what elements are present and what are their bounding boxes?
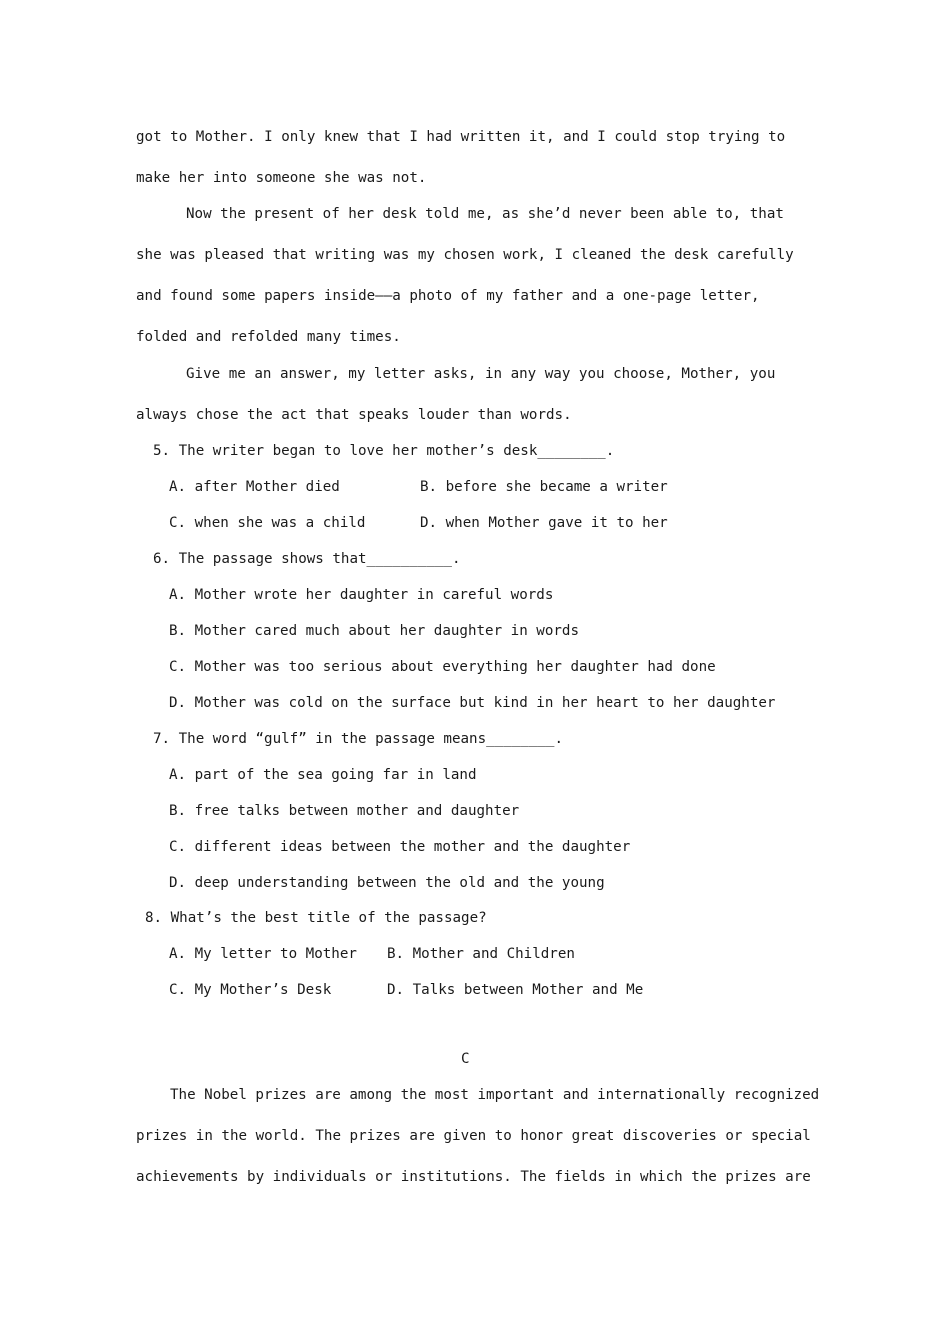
question-8-stem: 8. What’s the best title of the passage? — [145, 910, 487, 926]
passage-line: The Nobel prizes are among the most important and internationally recognized — [170, 1087, 820, 1103]
passage-line: prizes in the world. The prizes are given to honor great discoveries or special — [136, 1128, 811, 1144]
question-7-option-d: D. deep understanding between the old and the young — [169, 875, 605, 891]
question-5-option-a: A. after Mother died — [169, 479, 340, 495]
question-7-option-a: A. part of the sea going far in land — [169, 767, 477, 783]
passage-line: achievements by individuals or institutions. The fields in which the prizes are — [136, 1169, 811, 1185]
question-5-stem: 5. The writer began to love her mother’s desk________. — [153, 443, 615, 459]
question-6-option-a: A. Mother wrote her daughter in careful words — [169, 587, 554, 603]
question-7-option-b: B. free talks between mother and daughter — [169, 803, 520, 819]
question-7-option-c: C. different ideas between the mother and the daughter — [169, 839, 631, 855]
question-5-option-c: C. when she was a child — [169, 515, 366, 531]
question-6-option-c: C. Mother was too serious about everything her daughter had done — [169, 659, 716, 675]
question-6-stem: 6. The passage shows that__________. — [153, 551, 461, 567]
passage-line: Now the present of her desk told me, as she’d never been able to, that — [186, 206, 784, 222]
passage-line: Give me an answer, my letter asks, in any way you choose, Mother, you — [186, 366, 776, 382]
question-8-option-a: A. My letter to Mother — [169, 946, 357, 962]
question-6-option-d: D. Mother was cold on the surface but kind in her heart to her daughter — [169, 695, 776, 711]
passage-line: make her into someone she was not. — [136, 170, 427, 186]
question-8-option-b: B. Mother and Children — [387, 946, 575, 962]
passage-line: she was pleased that writing was my chosen work, I cleaned the desk carefully — [136, 247, 794, 263]
passage-line: always chose the act that speaks louder than words. — [136, 407, 572, 423]
passage-line: folded and refolded many times. — [136, 329, 401, 345]
question-8-option-c: C. My Mother’s Desk — [169, 982, 332, 998]
section-c-heading: C — [461, 1051, 470, 1067]
passage-line: and found some papers inside——a photo of my father and a one-page letter, — [136, 288, 760, 304]
question-8-option-d: D. Talks between Mother and Me — [387, 982, 644, 998]
question-6-option-b: B. Mother cared much about her daughter in words — [169, 623, 579, 639]
passage-line: got to Mother. I only knew that I had written it, and I could stop trying to — [136, 129, 786, 145]
question-5-option-d: D. when Mother gave it to her — [420, 515, 668, 531]
question-7-stem: 7. The word “gulf” in the passage means________. — [153, 731, 563, 747]
question-5-option-b: B. before she became a writer — [420, 479, 668, 495]
